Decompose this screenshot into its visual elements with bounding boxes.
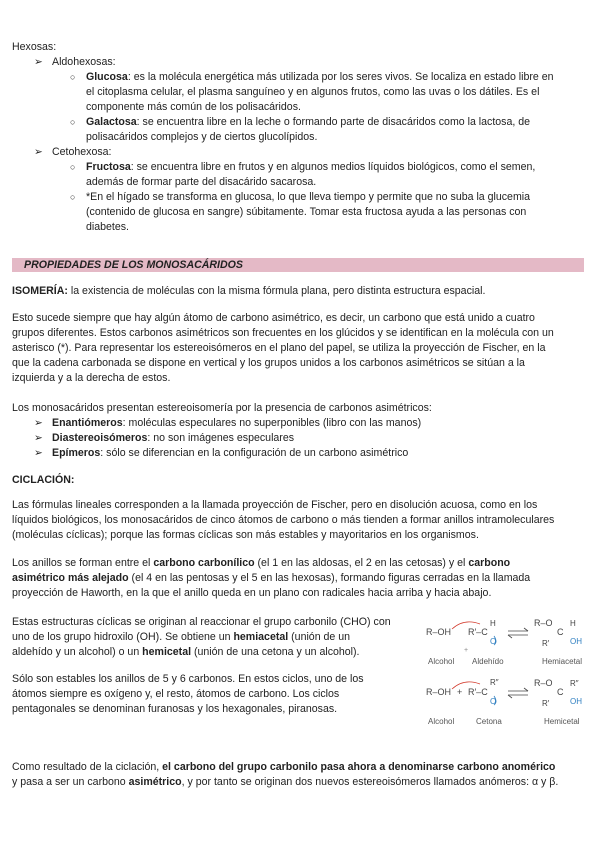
product-c: C: [557, 627, 564, 637]
ciclacion-line: Las fórmulas lineales corresponden a la llamada proyección de Fischer, pero en disolución acuosa, como en los: [12, 499, 538, 511]
hemiacetal-term: hemiacetal: [233, 631, 289, 643]
carbono-carbonilico-term: carbono carbonílico: [153, 557, 255, 569]
circle-bullet-icon: ○: [70, 192, 76, 202]
ciclacion-line: líquidos biológicos, los monosacáridos de cinco átomos de carbono o más tienden a formar anillos intramoleculares: [12, 514, 555, 526]
plus-sign: +: [457, 687, 463, 697]
ciclacion-line: (moléculas cíclicas); porque las formas cíclicas son más estables y mayoritarios en los organismos.: [12, 529, 479, 541]
hemicetal-reaction-diagram: [424, 672, 592, 728]
epimeros-text: : sólo se diferencian en la configuración de un carbono asimétrico: [100, 447, 409, 459]
circle-bullet-icon: ○: [70, 72, 76, 82]
aldehyde-o: O: [490, 637, 497, 646]
fructosa-item: [86, 160, 586, 190]
text-run: (unión de una cetona y un alcohol).: [191, 646, 360, 658]
nota-text-2: (contenido de glucosa en sangre) súbitamente. Tomar esta fructosa ayuda a las personas con: [86, 206, 527, 218]
ciclacion-paragraph-3: [12, 615, 417, 660]
label-alcohol: Alcohol: [428, 717, 455, 726]
plus-sign: +: [464, 647, 469, 654]
enantiomeros-term: Enantiómeros: [52, 417, 123, 429]
nota-fructosa-item: [86, 190, 586, 235]
glucosa-text-2: el citoplasma celular, el plasma sanguíneo y en algunos frutos, como las uvas o los dátiles. Es el: [86, 86, 540, 98]
aldehyde-h: H: [490, 619, 496, 628]
isomeria-line: que la cadena carbonada se dispone en vertical y los grupos unidos a los carbonos asimétricos se sitúan a la: [12, 357, 525, 369]
isomeria-line: Esto sucede siempre que hay algún átomo de carbono asimétrico, es decir, un carbono que está unido a cuatro: [12, 312, 535, 324]
nota-text-3: diabetes.: [86, 221, 129, 233]
arrow-bullet-icon: ➢: [34, 417, 43, 429]
glucosa-term: Glucosa: [86, 71, 128, 83]
product-h: H: [570, 619, 576, 628]
text-run: (el 4 en las pentosas y el 5 en las hexosas), formando figuras cerradas en la llamada: [128, 572, 531, 584]
ketone-formula: R′–C: [468, 687, 488, 697]
aldohexosas-label: Aldohexosas:: [52, 56, 116, 68]
enantiomeros-item: [52, 416, 421, 431]
diastereoisomeros-item: [52, 431, 294, 446]
text-run: uno de los grupo hidroxilo (OH). Se obtiene un: [12, 631, 234, 643]
ciclos-line: Sólo son estables los anillos de 5 y 6 carbonos. En estos ciclos, uno de los: [12, 673, 364, 685]
hexosas-heading: Hexosas:: [12, 41, 57, 53]
section-title: PROPIEDADES DE LOS MONOSACÁRIDOS: [24, 259, 243, 271]
epimeros-item: [52, 446, 408, 461]
label-hemiacetal: Hemiacetal: [542, 657, 583, 666]
ciclacion-paragraph-4: [12, 672, 417, 717]
ketone-o: O: [490, 697, 497, 706]
hemiacetal-line-1: Estas estructuras cíclicas se originan al reaccionar el grupo carbonilo (CHO) con: [12, 616, 391, 628]
enantiomeros-text: : moléculas especulares no superponibles (libro con las manos): [122, 417, 422, 429]
arrow-bullet-icon: ➢: [34, 447, 43, 459]
ciclos-line: pentagonales se denominan furanosas y los hexagonales, piranosas.: [12, 703, 338, 715]
text-run: (unión de un: [288, 631, 351, 643]
galactosa-text-2: polisacáridos complejos y de ciertos glucolípidos.: [86, 131, 318, 143]
fructosa-term: Fructosa: [86, 161, 131, 173]
fructosa-text-2: además de formar parte del disacárido sacarosa.: [86, 176, 317, 188]
isomeria-line: grupos diferentes. Estos carbonos asimétricos son frecuentes en los glúcidos y se identifican en la molécula con un: [12, 327, 554, 339]
isomeria-line: izquierda y a la derecha de estos.: [12, 372, 171, 384]
ciclacion-paragraph-1: [12, 498, 592, 543]
circle-bullet-icon: ○: [70, 162, 76, 172]
fructosa-text: : se encuentra libre en frutos y en algunos medios líquidos biológicos, como el semen,: [130, 161, 536, 173]
galactosa-item: [86, 115, 586, 145]
arrow-bullet-icon: ➢: [34, 146, 43, 158]
isomeria-line: asterisco (*). Para representar los estereoisómeros en el plano del papel, se utiliza la proyección de Fischer, en la: [12, 342, 546, 354]
label-alcohol: Alcohol: [428, 657, 455, 666]
text-run: aldehído y un alcohol) o un: [12, 646, 143, 658]
product-c: C: [557, 687, 564, 697]
text-run: y pasa a ser un carbono: [12, 776, 129, 788]
hemicetal-term: hemicetal: [142, 646, 192, 658]
glucosa-item: [86, 70, 586, 115]
arrow-bullet-icon: ➢: [34, 56, 43, 68]
aldehyde-formula: R′–C: [468, 627, 488, 637]
product-oh: OH: [570, 637, 582, 646]
product-r-double-prime: R″: [570, 679, 579, 688]
text-run: Los anillos se forman entre el: [12, 557, 154, 569]
label-hemicetal: Hemicetal: [544, 717, 580, 726]
arrow-bullet-icon: ➢: [34, 432, 43, 444]
estereoisomeria-intro: Los monosacáridos presentan estereoisomería por la presencia de carbonos asimétricos:: [12, 402, 432, 414]
text-run: (el 1 en las aldosas, el 2 en las cetosas) y el: [254, 557, 469, 569]
diastereoisomeros-term: Diastereoisómeros: [52, 432, 148, 444]
label-aldehido: Aldehído: [472, 657, 504, 666]
section-header-bar: [12, 258, 584, 272]
hemiacetal-reaction-diagram: [424, 612, 592, 668]
isomeria-definition: [12, 284, 587, 299]
product-ro: R–O: [534, 618, 553, 628]
text-run: Como resultado de la ciclación,: [12, 761, 163, 773]
text-run: , y por tanto se originan dos nuevos estereoisómeros llamados anómeros: α y β.: [181, 776, 559, 788]
cetohexosa-label: Cetohexosa:: [52, 146, 112, 158]
epimeros-term: Epímeros: [52, 447, 101, 459]
ciclacion-heading: CICLACIÓN:: [12, 474, 75, 486]
galactosa-text: : se encuentra libre en la leche o formando parte de disacáridos como la lactosa, de: [136, 116, 531, 128]
equilibrium-arrows-icon: [508, 688, 528, 698]
haworth-line: proyección de Haworth, en la que el anillo queda en un plano con radicales hacia arriba y hacia abajo.: [12, 587, 492, 599]
label-cetona: Cetona: [476, 717, 502, 726]
product-r-prime: R′: [542, 639, 550, 648]
isomeria-paragraph: [12, 311, 592, 386]
ciclacion-paragraph-2: [12, 556, 592, 601]
carbono-anomerico-term: el carbono del grupo carbonilo pasa ahora a denominarse carbono anomérico: [162, 761, 556, 773]
alcohol-formula: R–OH: [426, 687, 452, 697]
product-oh: OH: [570, 697, 582, 706]
asimetrico-alejado-term: asimétrico más alejado: [12, 572, 129, 584]
ciclos-line: átomos siempre es oxígeno y, el resto, átomos de carbono. Los ciclos: [12, 688, 340, 700]
alcohol-formula: R–OH: [426, 627, 452, 637]
ciclacion-paragraph-5: [12, 760, 597, 790]
glucosa-text-3: componente más común de los polisacáridos.: [86, 101, 301, 113]
product-ro: R–O: [534, 678, 553, 688]
glucosa-text: : es la molécula energética más utilizada por los seres vivos. Se localiza en estado libre en: [127, 71, 554, 83]
isomeria-term: ISOMERÍA:: [12, 285, 68, 297]
product-r-prime: R′: [542, 699, 550, 708]
galactosa-term: Galactosa: [86, 116, 137, 128]
carbono-term: carbono: [468, 557, 511, 569]
ketone-r-double-prime: R″: [490, 678, 499, 687]
circle-bullet-icon: ○: [70, 117, 76, 127]
equilibrium-arrows-icon: [508, 628, 528, 638]
isomeria-def: la existencia de moléculas con la misma fórmula plana, pero distinta estructura espacial.: [67, 285, 486, 297]
asimetrico-term: asimétrico: [128, 776, 182, 788]
diastereoisomeros-text: : no son imágenes especulares: [147, 432, 295, 444]
nota-text-1: *En el hígado se transforma en glucosa, lo que lleva tiempo y permite que no suba la glucemia: [86, 191, 531, 203]
